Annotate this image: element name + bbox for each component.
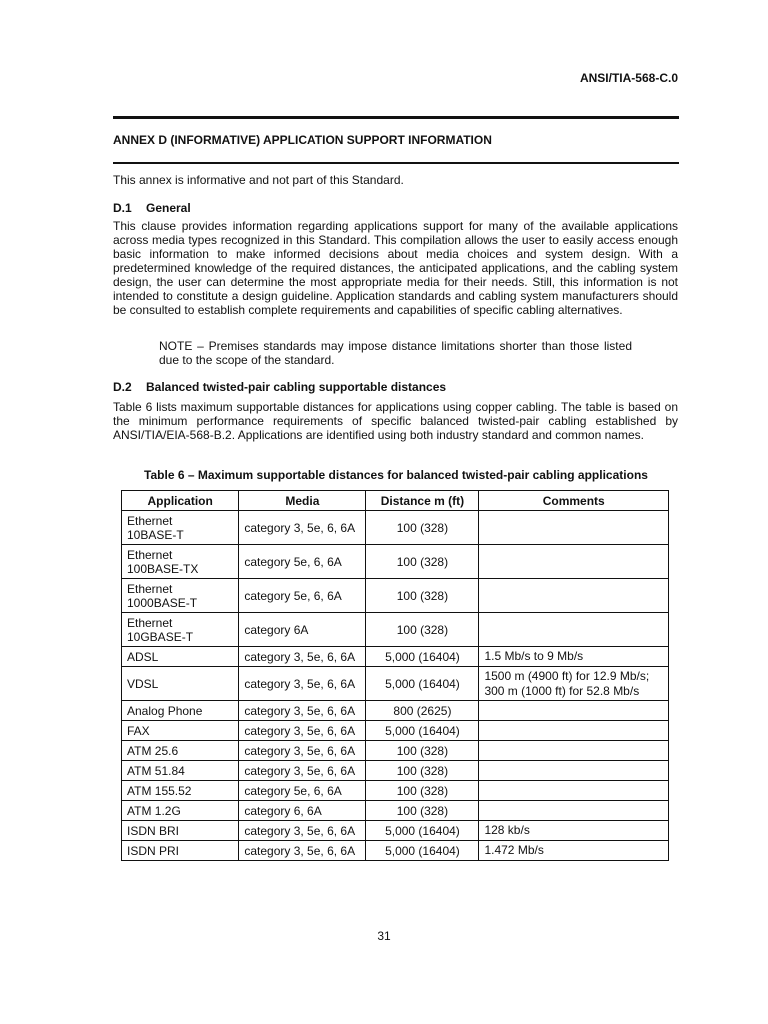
cell-media: category 3, 5e, 6, 6A [239, 511, 366, 545]
cell-distance: 100 (328) [366, 613, 479, 647]
cell-application: ATM 51.84 [122, 761, 239, 781]
cell-distance: 100 (328) [366, 545, 479, 579]
cell-distance: 800 (2625) [366, 701, 479, 721]
header-application: Application [122, 491, 239, 511]
cell-application: Ethernet 1000BASE-T [122, 579, 239, 613]
cell-distance: 5,000 (16404) [366, 667, 479, 701]
table-caption: Table 6 – Maximum supportable distances for balanced twisted-pair cabling applications [144, 468, 648, 482]
page-number: 31 [377, 929, 391, 943]
section-d2-number: D.2 [113, 380, 132, 394]
table-row [122, 545, 669, 579]
cell-distance: 100 (328) [366, 579, 479, 613]
cell-distance: 5,000 (16404) [366, 821, 479, 841]
cell-media: category 3, 5e, 6, 6A [239, 721, 366, 741]
cell-distance: 100 (328) [366, 511, 479, 545]
cell-distance: 5,000 (16404) [366, 721, 479, 741]
section-d2-body: Table 6 lists maximum supportable distances for applications using copper cabling. The table is based on the minimum performance requirements of specific balanced twisted-pair cabling established by ANSI/TIA/EIA-568-B.2. Applications are identified using both industry standard and common names. [113, 400, 678, 442]
table-header-row [122, 491, 669, 511]
table-row [122, 821, 669, 841]
header-distance: Distance m (ft) [366, 491, 479, 511]
table-row [122, 579, 669, 613]
cell-comments: 128 kb/s [479, 821, 669, 841]
section-d1-number: D.1 [113, 201, 132, 215]
cell-media: category 5e, 6, 6A [239, 579, 366, 613]
cell-comments [479, 511, 669, 545]
document-id: ANSI/TIA-568-C.0 [579, 71, 678, 85]
cell-distance: 100 (328) [366, 741, 479, 761]
cell-application: VDSL [122, 667, 239, 701]
cell-comments: 1.5 Mb/s to 9 Mb/s [479, 647, 669, 667]
cell-application: ISDN BRI [122, 821, 239, 841]
section-d2-heading [113, 380, 678, 394]
cell-media: category 3, 5e, 6, 6A [239, 841, 366, 861]
cell-application: ISDN PRI [122, 841, 239, 861]
table-row [122, 801, 669, 821]
cell-comments [479, 613, 669, 647]
header-media: Media [239, 491, 366, 511]
table-row [122, 613, 669, 647]
section-d1-title: General [146, 201, 191, 215]
cell-comments [479, 781, 669, 801]
cell-application: ATM 25.6 [122, 741, 239, 761]
annex-intro: This annex is informative and not part of this Standard. [113, 173, 404, 187]
cell-application: ATM 155.52 [122, 781, 239, 801]
cell-comments: 1500 m (4900 ft) for 12.9 Mb/s; 300 m (1000 ft) for 52.8 Mb/s [479, 667, 669, 701]
cell-application: ADSL [122, 647, 239, 667]
cell-comments [479, 801, 669, 821]
cell-media: category 5e, 6, 6A [239, 781, 366, 801]
table-row [122, 761, 669, 781]
section-d2-title: Balanced twisted-pair cabling supportable distances [146, 380, 447, 394]
table-row [122, 511, 669, 545]
cell-application: Ethernet 10GBASE-T [122, 613, 239, 647]
cell-media: category 3, 5e, 6, 6A [239, 647, 366, 667]
cell-application: Analog Phone [122, 701, 239, 721]
cell-distance: 5,000 (16404) [366, 647, 479, 667]
table-row [122, 741, 669, 761]
table-row [122, 841, 669, 861]
cell-comments [479, 761, 669, 781]
cell-comments [479, 579, 669, 613]
table-row [122, 721, 669, 741]
cell-application: Ethernet 100BASE-TX [122, 545, 239, 579]
header-comments: Comments [479, 491, 669, 511]
section-d1-heading [113, 201, 678, 215]
cell-comments [479, 721, 669, 741]
cell-distance: 5,000 (16404) [366, 841, 479, 861]
annex-top-rule [113, 116, 679, 119]
table-row [122, 781, 669, 801]
section-d1-note: NOTE – Premises standards may impose distance limitations shorter than those listed due to the scope of the standard. [159, 339, 632, 367]
cell-media: category 5e, 6, 6A [239, 545, 366, 579]
cell-application: FAX [122, 721, 239, 741]
cell-distance: 100 (328) [366, 781, 479, 801]
cell-media: category 3, 5e, 6, 6A [239, 821, 366, 841]
section-d1-body: This clause provides information regarding applications support for many of the available applications across media types recognized in this Standard. This compilation allows the user to easily access enough basic information to make informed decisions about media choices and system design. With a predetermined knowledge of the required distances, the anticipated applications, and the cabling system design, the user can determine the most appropriate media for their needs. Still, this information is not intended to constitute a design guideline. Application standards and cabling system manufacturers should be consulted to establish complete requirements and capabilities of specific cabling alternatives. [113, 219, 678, 317]
table-row [122, 701, 669, 721]
cell-distance: 100 (328) [366, 801, 479, 821]
cell-media: category 6, 6A [239, 801, 366, 821]
cell-media: category 3, 5e, 6, 6A [239, 741, 366, 761]
cell-media: category 6A [239, 613, 366, 647]
cell-media: category 3, 5e, 6, 6A [239, 761, 366, 781]
cell-application: ATM 1.2G [122, 801, 239, 821]
annex-title: ANNEX D (INFORMATIVE) APPLICATION SUPPORT INFORMATION [113, 133, 492, 147]
cell-application: Ethernet 10BASE-T [122, 511, 239, 545]
cell-comments [479, 545, 669, 579]
distances-table [121, 490, 669, 861]
cell-comments: 1.472 Mb/s [479, 841, 669, 861]
cell-distance: 100 (328) [366, 761, 479, 781]
table-row [122, 667, 669, 701]
cell-comments [479, 701, 669, 721]
table-row [122, 647, 669, 667]
cell-comments [479, 741, 669, 761]
cell-media: category 3, 5e, 6, 6A [239, 701, 366, 721]
cell-media: category 3, 5e, 6, 6A [239, 667, 366, 701]
annex-bottom-rule [113, 162, 679, 164]
